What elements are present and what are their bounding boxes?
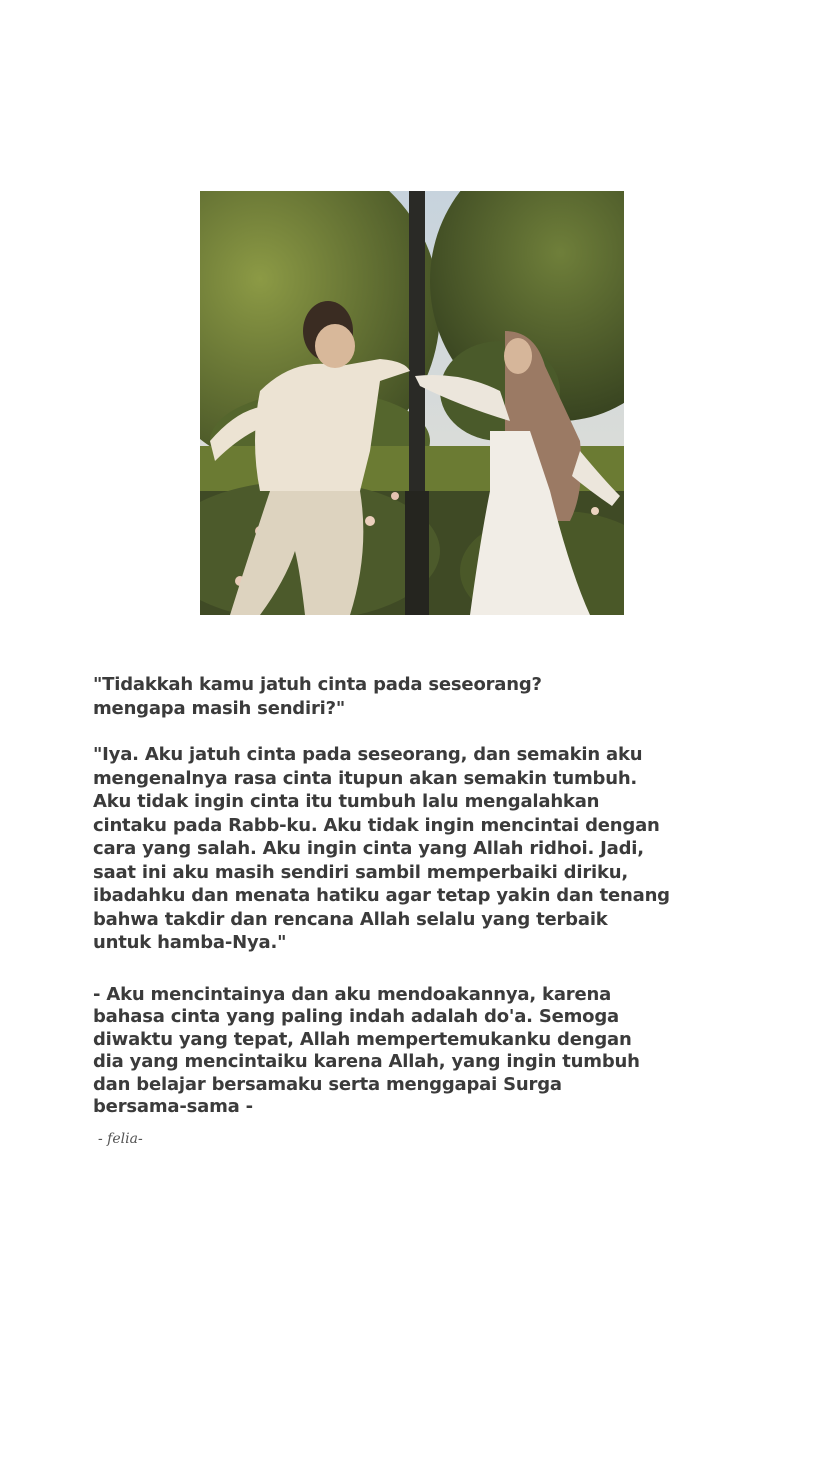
closing-line: bahasa cinta yang paling indah adalah do'a. Semoga	[93, 1006, 619, 1028]
closing-line: diwaktu yang tepat, Allah mempertemukanku dengan	[93, 1028, 632, 1050]
author-signature: - felia-	[98, 1131, 143, 1147]
answer-line: cintaku pada Rabb-ku. Aku tidak ingin mencintai dengan	[93, 814, 660, 836]
question-text	[93, 673, 713, 720]
answer-line: bahwa takdir dan rencana Allah selalu yang terbaik	[93, 908, 608, 930]
closing-line: - Aku mencintainya dan aku mendoakannya, karena	[93, 984, 612, 1005]
answer-line: ibadahku dan menata hatiku agar tetap yakin dan tenang	[93, 885, 670, 906]
closing-line: bersama-sama -	[93, 1096, 253, 1118]
answer-line: Aku tidak ingin cinta itu tumbuh lalu mengalahkan	[93, 791, 600, 812]
question-line: mengapa masih sendiri?"	[93, 697, 346, 719]
answer-line: saat ini aku masih sendiri sambil memperbaiki diriku,	[93, 861, 628, 883]
answer-line: "Iya. Aku jatuh cinta pada seseorang, dan semakin aku	[93, 744, 643, 765]
answer-line: mengenalnya rasa cinta itupun akan semakin tumbuh.	[93, 767, 638, 789]
closing-line: dan belajar bersamaku serta menggapai Surga	[93, 1073, 562, 1095]
answer-line: untuk hamba-Nya."	[93, 932, 287, 953]
answer-line: cara yang salah. Aku ingin cinta yang Allah ridhoi. Jadi,	[93, 838, 644, 859]
closing-line: dia yang mencintaiku karena Allah, yang ingin tumbuh	[93, 1051, 640, 1073]
closing-prayer-text	[93, 984, 713, 1118]
couple-photo	[200, 191, 624, 615]
answer-text	[93, 743, 713, 955]
question-line: "Tidakkah kamu jatuh cinta pada seseorang?	[93, 674, 542, 695]
